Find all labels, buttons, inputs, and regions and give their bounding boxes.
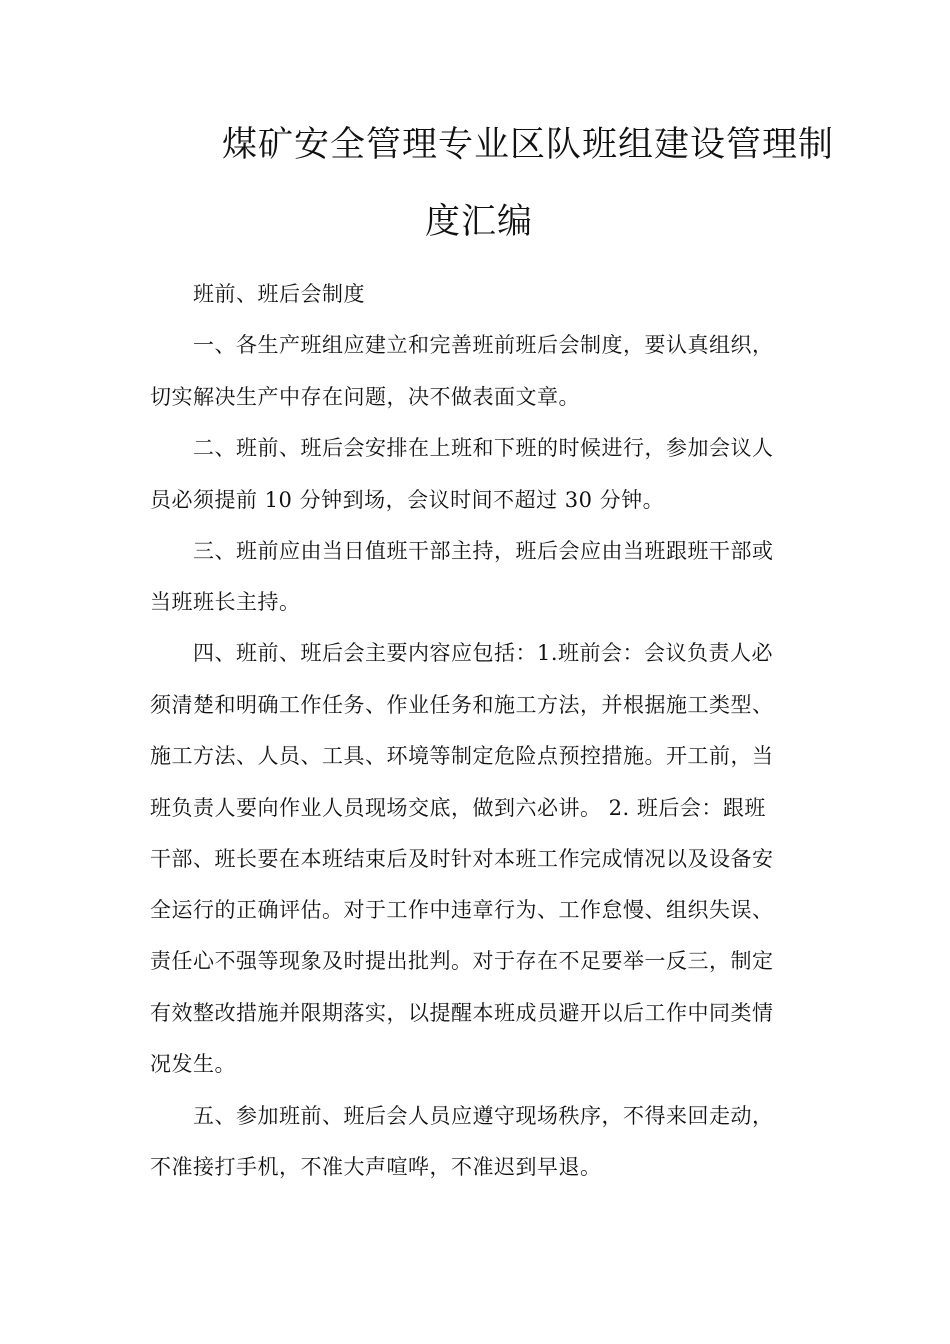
paragraph-line: 当班班长主持。 [150,590,301,614]
paragraph-line: 须清楚和明确工作任务、作业任务和施工方法，并根据施工类型、 [150,693,774,717]
paragraph-line: 一、各生产班组应建立和完善班前班后会制度，要认真组织， [193,333,774,357]
document-title-line-2: 度汇编 [425,202,534,242]
section-heading: 班前、班后会制度 [193,282,365,306]
paragraph-line: 责任心不强等现象及时提出批判。对于存在不足要举一反三，制定 [150,949,774,973]
paragraph-line: 干部、班长要在本班结束后及时针对本班工作完成情况以及设备安 [150,847,774,871]
paragraph-line: 五、参加班前、班后会人员应遵守现场秩序，不得来回走动， [193,1104,774,1128]
paragraph-line: 员必须提前 10 分钟到场，会议时间不超过 30 分钟。 [150,488,665,512]
paragraph-line: 有效整改措施并限期落实，以提醒本班成员避开以后工作中同类情 [150,1001,774,1025]
paragraph-line: 班负责人要向作业人员现场交底，做到六必讲。 2. 班后会：跟班 [150,796,766,820]
paragraph-line: 况发生。 [150,1052,236,1076]
paragraph-line: 三、班前应由当日值班干部主持，班后会应由当班跟班干部或 [193,539,774,563]
paragraph-line: 不准接打手机，不准大声喧哗，不准迟到早退。 [150,1155,602,1179]
paragraph-line: 切实解决生产中存在问题，决不做表面文章。 [150,385,580,409]
paragraph-line: 四、班前、班后会主要内容应包括：1.班前会：会议负责人必 [193,641,774,665]
paragraph-line: 二、班前、班后会安排在上班和下班的时候进行，参加会议人 [193,436,774,460]
paragraph-line: 施工方法、人员、工具、环境等制定危险点预控措施。开工前，当 [150,744,774,768]
document-title-line-1: 煤矿安全管理专业区队班组建设管理制 [222,125,835,165]
paragraph-line: 全运行的正确评估。对于工作中违章行为、工作怠慢、组织失误、 [150,898,774,922]
